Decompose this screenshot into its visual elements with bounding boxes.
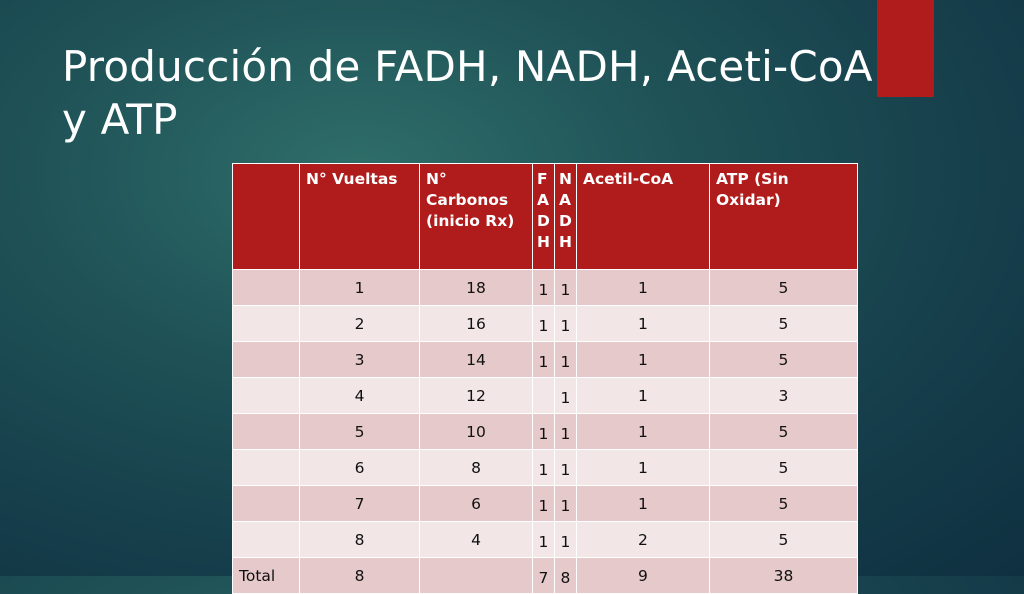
cell-atp: 5: [709, 414, 857, 450]
cell-atp: 38: [709, 558, 857, 594]
cell-acetil-coa: 1: [576, 306, 709, 342]
table-row: [233, 342, 858, 378]
cell-acetil-coa: 1: [576, 378, 709, 414]
cell-atp: 5: [709, 450, 857, 486]
cell-acetil-coa: 1: [576, 342, 709, 378]
cell-vueltas: 5: [300, 414, 420, 450]
cell-acetil-coa: 1: [576, 450, 709, 486]
cell-fadh: 1: [533, 414, 555, 450]
table-row: [233, 378, 858, 414]
cell-fadh: 1: [533, 306, 555, 342]
cell-nadh: 1: [554, 414, 576, 450]
production-table: [232, 163, 858, 594]
cell-label: [233, 450, 300, 486]
table-row: [233, 450, 858, 486]
cell-vueltas: 2: [300, 306, 420, 342]
cell-nadh: 1: [554, 270, 576, 306]
cell-carbonos: 14: [420, 342, 533, 378]
cell-nadh: 8: [554, 558, 576, 594]
cell-label: Total: [233, 558, 300, 594]
cell-nadh: 1: [554, 522, 576, 558]
cell-atp: 5: [709, 270, 857, 306]
cell-fadh: 7: [533, 558, 555, 594]
cell-fadh: 1: [533, 486, 555, 522]
cell-acetil-coa: 1: [576, 486, 709, 522]
cell-vueltas: 6: [300, 450, 420, 486]
header-row: [233, 164, 858, 270]
cell-vueltas: 4: [300, 378, 420, 414]
cell-carbonos: 8: [420, 450, 533, 486]
cell-atp: 5: [709, 306, 857, 342]
cell-atp: 5: [709, 522, 857, 558]
cell-acetil-coa: 2: [576, 522, 709, 558]
cell-nadh: 1: [554, 450, 576, 486]
cell-atp: 5: [709, 342, 857, 378]
cell-label: [233, 306, 300, 342]
cell-nadh: 1: [554, 486, 576, 522]
cell-carbonos: 10: [420, 414, 533, 450]
header-cell-vueltas: N° Vueltas: [300, 164, 420, 270]
cell-label: [233, 414, 300, 450]
cell-atp: 3: [709, 378, 857, 414]
cell-vueltas: 8: [300, 558, 420, 594]
cell-fadh: 1: [533, 522, 555, 558]
cell-label: [233, 486, 300, 522]
cell-nadh: 1: [554, 342, 576, 378]
cell-carbonos: 16: [420, 306, 533, 342]
cell-fadh: 1: [533, 450, 555, 486]
cell-carbonos: 18: [420, 270, 533, 306]
slide-title: [62, 40, 962, 146]
cell-acetil-coa: 1: [576, 414, 709, 450]
header-cell-nadh: N A D H: [554, 164, 576, 270]
header-cell-acetil-coa: Acetil-CoA: [576, 164, 709, 270]
cell-atp: 5: [709, 486, 857, 522]
cell-vueltas: 8: [300, 522, 420, 558]
cell-carbonos: 6: [420, 486, 533, 522]
cell-fadh: [533, 378, 555, 414]
cell-nadh: 1: [554, 306, 576, 342]
header-cell-carbonos: N° Carbonos (inicio Rx): [420, 164, 533, 270]
table-row: [233, 486, 858, 522]
header-cell-blank: [233, 164, 300, 270]
cell-label: [233, 522, 300, 558]
cell-label: [233, 342, 300, 378]
title-line-2: y ATP: [62, 95, 178, 144]
title-line-1: Producción de FADH, NADH, Aceti-CoA: [62, 42, 873, 91]
cell-label: [233, 270, 300, 306]
table-row: [233, 522, 858, 558]
table-row: [233, 414, 858, 450]
table-row: [233, 270, 858, 306]
cell-acetil-coa: 9: [576, 558, 709, 594]
cell-vueltas: 7: [300, 486, 420, 522]
cell-vueltas: 1: [300, 270, 420, 306]
cell-acetil-coa: 1: [576, 270, 709, 306]
cell-vueltas: 3: [300, 342, 420, 378]
cell-label: [233, 378, 300, 414]
cell-carbonos: 4: [420, 522, 533, 558]
cell-fadh: 1: [533, 270, 555, 306]
cell-nadh: 1: [554, 378, 576, 414]
cell-fadh: 1: [533, 342, 555, 378]
header-cell-fadh: F A D H: [533, 164, 555, 270]
header-cell-atp: ATP (Sin Oxidar): [709, 164, 857, 270]
table-row: [233, 306, 858, 342]
cell-carbonos: 12: [420, 378, 533, 414]
